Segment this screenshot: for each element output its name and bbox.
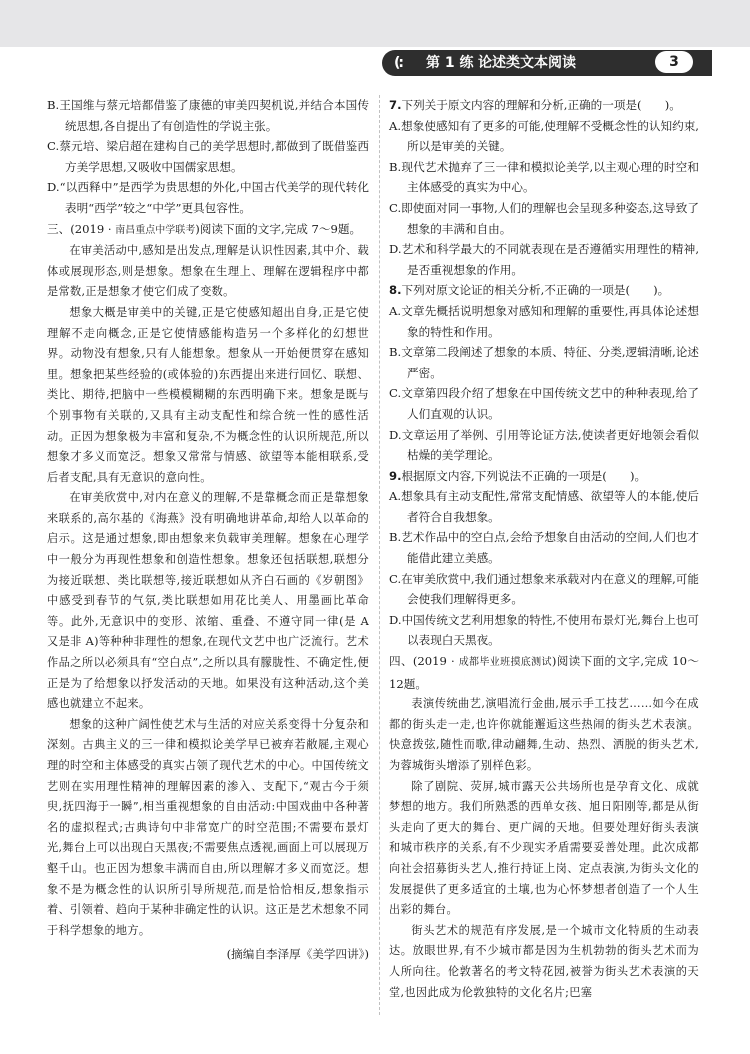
passage-paragraph: 除了剧院、荧屏,城市露天公共场所也是孕育文化、成就梦想的地方。我们所熟悉的西单女孩、旭日阳刚等,都是从街头走向了更大的舞台、更广阔的天地。但要处理好街头表演和城市秩序的关系,有不少现实矛盾需要妥善处理。此次成都向社会招募街头艺人,推行持证上岗、定点表演,为街头文化的发展提供了更多适宜的土壤,也为心怀梦想者创造了一个人生出彩的舞台。 xyxy=(389,779,699,917)
q9-option-c: C.在审美欣赏中,我们通过想象来承载对内在意义的理解,可能会使我们理解得更多。 xyxy=(389,571,699,607)
q8-option-c: C.文章第四段介绍了想象在中国传统文艺中的种种表现,给了人们直观的认识。 xyxy=(389,386,699,421)
q7-option-a: A.想象使感知有了更多的可能,使理解不受概念性的认知约束,所以是审美的关键。 xyxy=(389,118,699,154)
section-three-heading: 三、(2019 · 南昌重点中学联考)阅读下面的文字,完成 7～9题。 xyxy=(47,221,362,236)
q9-option-b: B.艺术作品中的空白点,会给予想象自由活动的空间,人们也才能借此建立美感。 xyxy=(389,530,699,566)
passage-paragraph: 表演传统曲艺,演唱流行金曲,展示手工技艺……如今在成都的街头走一走,也许你就能邂逅这些热闹的街头艺术表演。快意拨弦,随性而歌,律动翩舞,生动、热烈、洒脱的街头艺术,为蓉城街头增添了别样色彩。 xyxy=(389,697,699,772)
q8-option-d: D.文章运用了举例、引用等论证方法,使读者更好地领会看似枯燥的美学理论。 xyxy=(389,427,699,463)
passage-paragraph: 想象大概是审美中的关键,正是它使感知超出自身,正是它使理解不走向概念,正是它使情感能构造另一个多样化的幻想世界。动物没有想象,只有人能想象。想象从一开始便贯穿在感知里。想象把某些经验的(或体验的)东西提出来进行回忆、联想、类比、期待,把脑中一些模模糊糊的东西明确下来。想象是既与个别事物有关联的,又具有主动支配性和综合统一性的感性活动。正因为想象极为丰富和复杂,不为概念性的认识所规范,所以想象才多义而宽泛。想象又常常与情感、欲望等本能相联系,受后者支配,具有无意识的意向性。 xyxy=(47,305,369,484)
q7-option-d: D.艺术和科学最大的不同就表现在是否遵循实用理性的精神,是否重视想象的作用。 xyxy=(389,242,699,277)
question-7-stem: 7.下列关于原文内容的理解和分析,正确的一项是( )。 xyxy=(389,98,681,112)
chapter-title: 论述类文本阅读 xyxy=(478,55,576,71)
right-column xyxy=(389,95,699,1003)
page-number: 3 xyxy=(655,51,693,73)
question-9-stem: 9.根据原文内容,下列说法不正确的一项是( )。 xyxy=(389,468,647,483)
passage-paragraph: 在审美欣赏中,对内在意义的理解,不是靠概念而正是靠想象来联系的,高尔基的《海燕》没有明确地讲革命,却给人以革命的启示。这是通过想象,即由想象来负载审美理解。想象在心理学中一般分为再现性想象和创造性想象。想象还包括联想,联想分为接近联想、类比联想等,接近联想如从齐白石画的《岁朝图》中感受到春节的气氛,类比联想如用花比美人、用墨画比革命等。此外,无意识中的变形、浓缩、重叠、不遵守同一律(是 A 又是非 A)等种种非理性的想象,在现代文艺中也广泛流行。艺术作品之所以必须具有“空白点”,之所以具有朦胧性、不确定性,便正是为了给想象以抒发活动的天地。如果没有这种活动,这个美感也就建立不起来。 xyxy=(47,491,369,711)
q7-option-b: B.现代艺术抛弃了三一律和模拟论美学,以主观心理的时空和主体感受的真实为中心。 xyxy=(389,159,699,195)
question-8-stem: 8.下列对原文论证的相关分析,不正确的一项是( )。 xyxy=(389,283,670,298)
passage-paragraph: 想象的这种广阔性使艺术与生活的对应关系变得十分复杂和深刻。古典主义的三一律和模拟论美学早已被弃若敝屣,主观心理的时空和主体感受的真实占领了现代艺术的中心。中国传统文艺则在实用理性精神的理解因素的渗入、支配下,“观古今于须臾,抚四海于一瞬”,相当重视想象的自由活动:中国戏曲中各种著名的虚拟程式;古典诗句中非常宽广的时空范围;不需要布景灯光,舞台上可以出现白天黑夜;不需要焦点透视,画面上可以展现万壑千山。也正因为想象丰满而自由,所以理解才多义而宽泛。想象不是为概念性的认识所引导所规范,而是恰恰相反,想象指示着、引领着、趋向于某种非确定性的认识。这正是艺术想象不同于科学想象的地方。 xyxy=(47,717,369,937)
header-mark-icon: (: xyxy=(394,55,402,71)
column-divider xyxy=(379,95,380,1015)
passage-paragraph: 街头艺术的规范有序发展,是一个城市文化特质的生动表达。放眼世界,有不少城市都是因为生机勃勃的街头艺术而为人所向往。伦敦著名的考文特花园,被誉为街头艺术表演的天堂,也因此成为伦敦独特的文化名片;巴塞 xyxy=(389,923,699,999)
left-column xyxy=(47,95,369,965)
option-c: C.蔡元培、梁启超在建构自己的美学思想时,都做到了既借鉴西方美学思想,又吸收中国儒家思想。 xyxy=(47,139,369,174)
section-four-heading: 四、(2019 · 成都毕业班摸底测试)阅读下面的文字,完成 10～12题。 xyxy=(389,654,700,691)
section-three-source: 南昌重点中学联考 xyxy=(115,224,196,236)
section-four-source: 成都毕业班摸底测试 xyxy=(458,657,552,669)
q7-option-c: C.即使面对同一事物,人们的理解也会呈现多种姿态,这导致了想象的丰满和自由。 xyxy=(389,200,699,236)
passage-paragraph: 在审美活动中,感知是出发点,理解是认识性因素,其中介、载体或展现形态,则是想象。想象在生理上、理解在逻辑程序中都是常数,正是想象才使它们成了变数。 xyxy=(47,244,369,299)
option-d: D.“以西释中”是西学为贵思想的外化,中国古代美学的现代转化表明“西学”较之“中学”更具包容性。 xyxy=(47,180,369,215)
q9-option-a: A.想象具有主动支配性,常常支配情感、欲望等人的本能,使后者符合自我想象。 xyxy=(389,489,699,524)
q8-option-b: B.文章第二段阐述了想象的本质、特征、分类,逻辑清晰,论述严密。 xyxy=(389,345,699,380)
option-b: B.王国维与蔡元培都借鉴了康德的审美四契机说,并结合本国传统思想,各自提出了有创造性的学说主张。 xyxy=(47,98,369,133)
lesson-number: 第 1 练 xyxy=(426,55,474,71)
passage-source: (摘编自李泽厚《美学四讲》) xyxy=(226,947,369,962)
top-gray-band xyxy=(0,0,750,47)
q8-option-a: A.文章先概括说明想象对感知和理解的重要性,再具体论述想象的特性和作用。 xyxy=(389,303,699,339)
q9-option-d: D.中国传统文艺利用想象的特性,不使用布景灯光,舞台上也可以表现白天黑夜。 xyxy=(389,612,699,648)
